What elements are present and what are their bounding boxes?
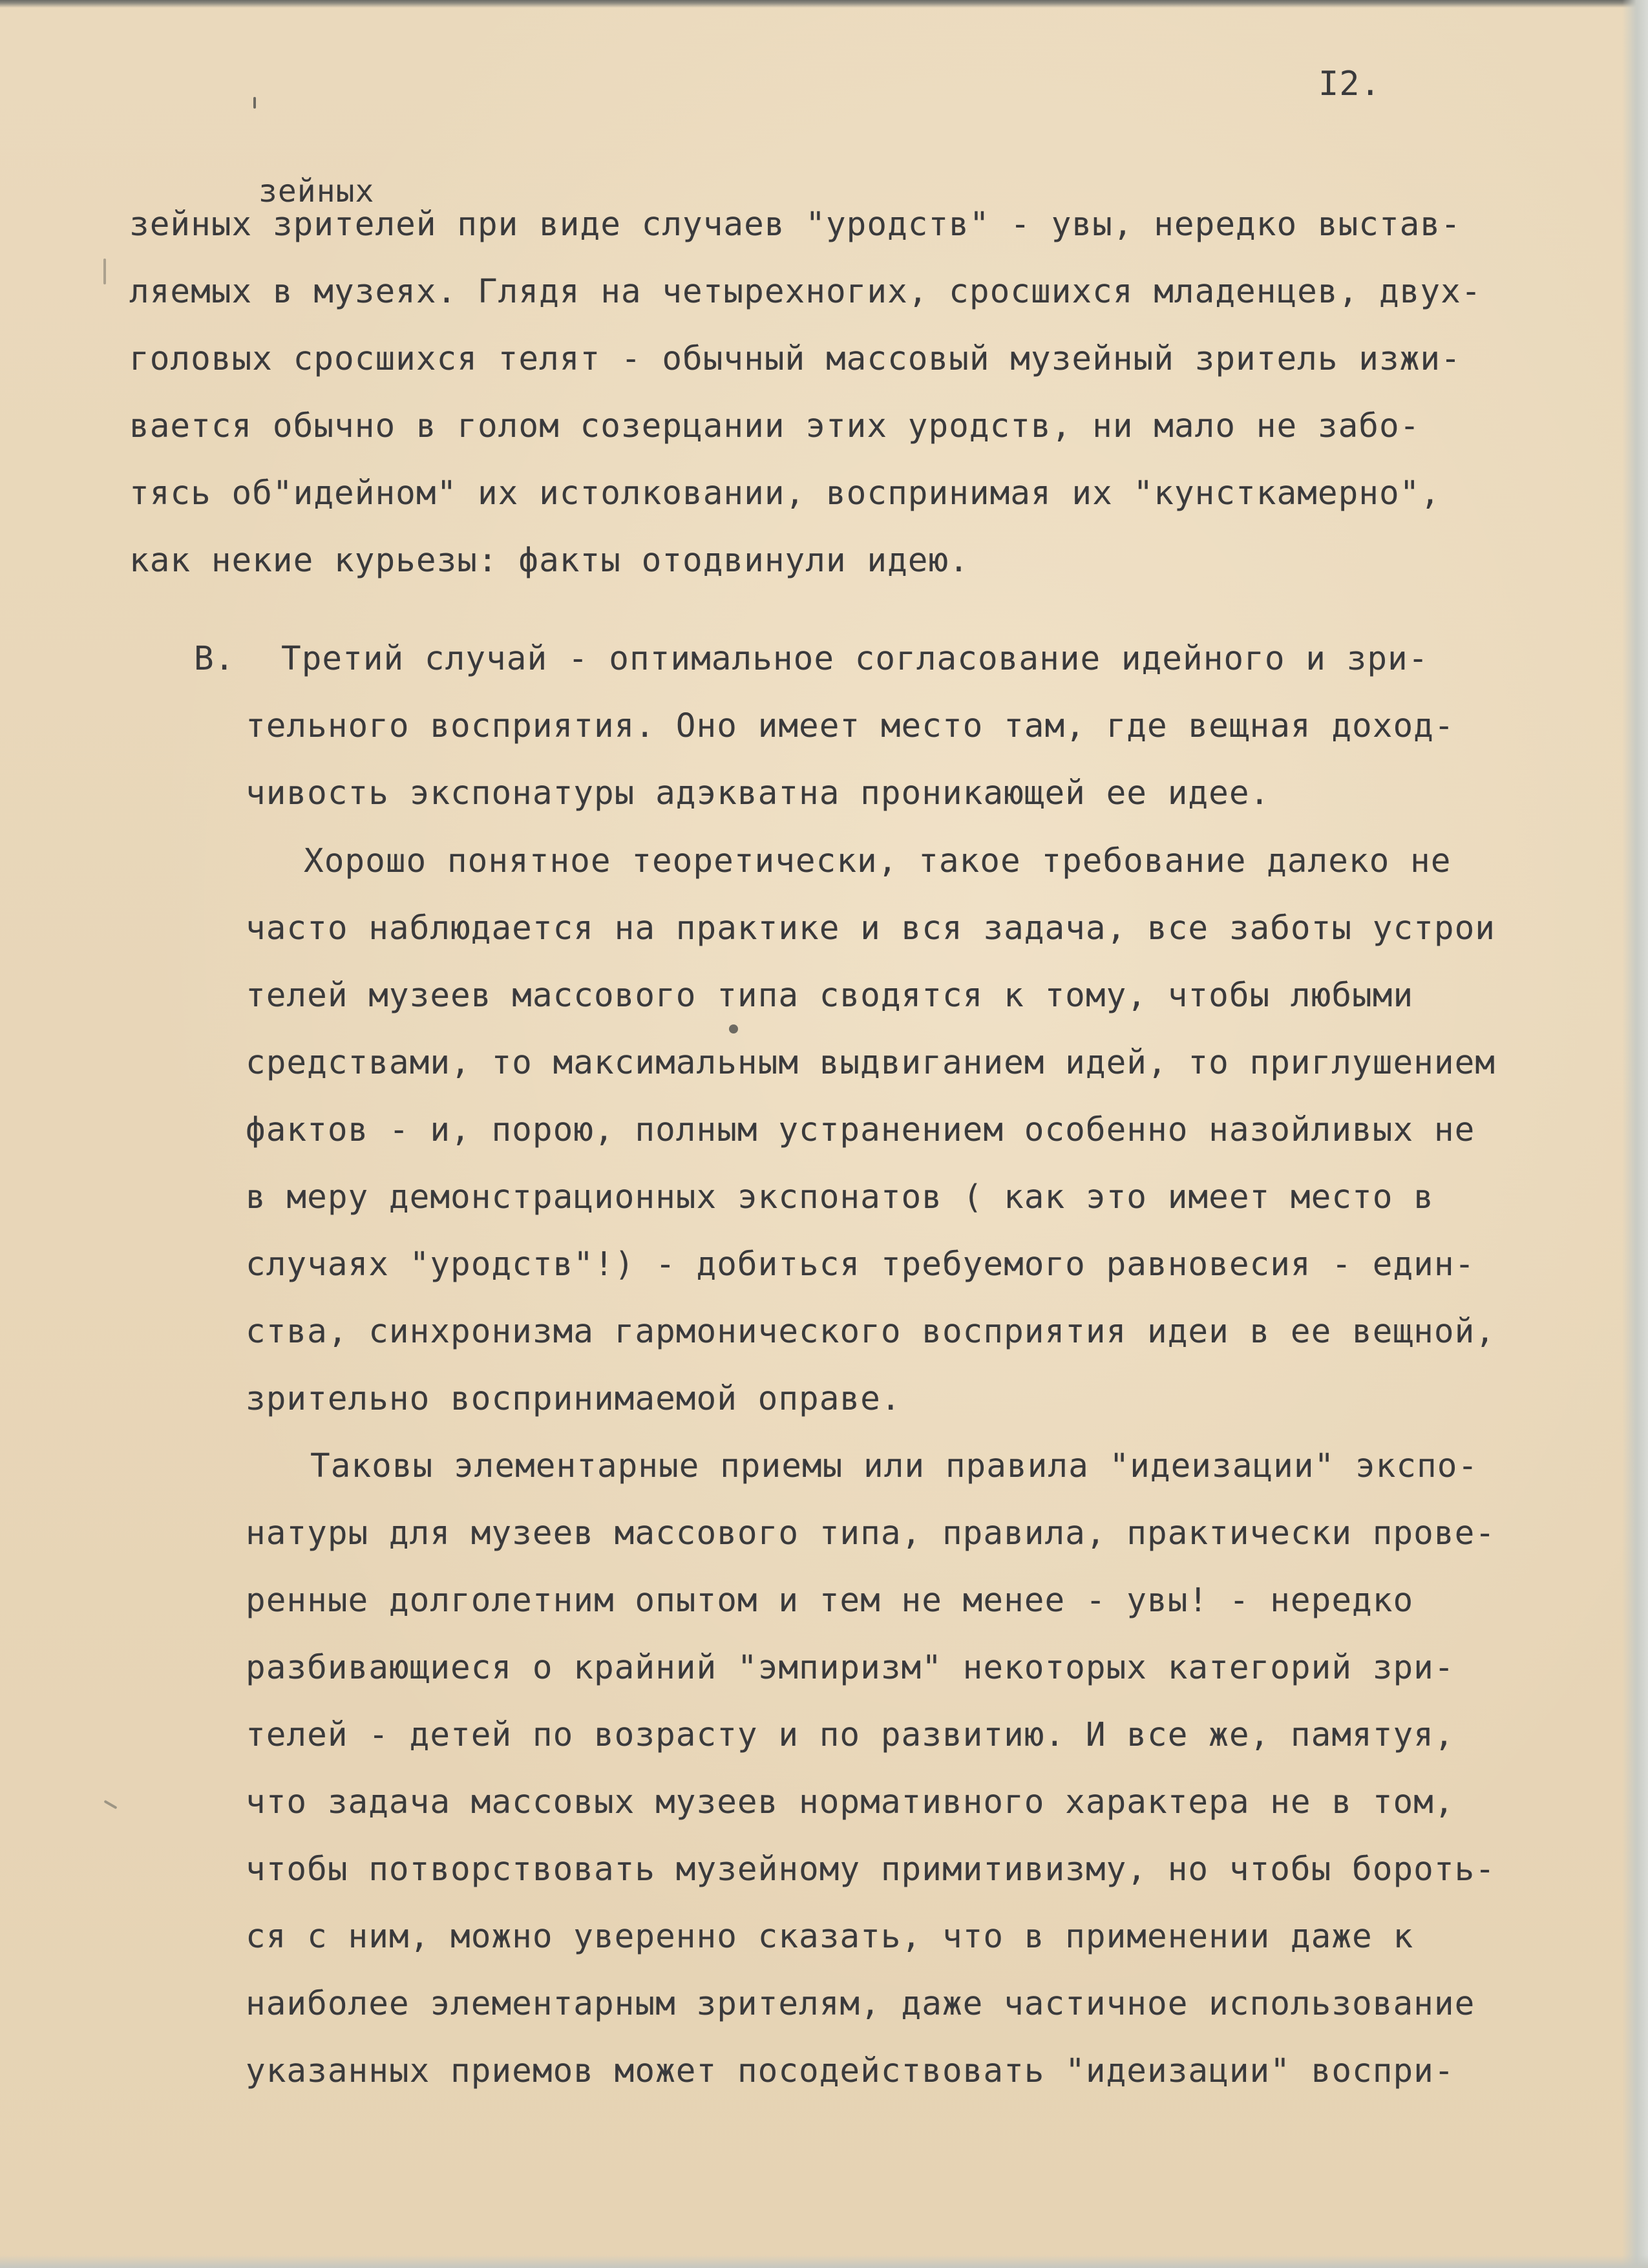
ink-mark xyxy=(253,97,256,109)
page-bottom-edge xyxy=(0,2255,1648,2268)
text-line: ренные долголетним опытом и тем не менее - увы! - нередко xyxy=(246,1582,1414,1620)
text-line: Хорошо понятное теоретически, такое требование далеко не xyxy=(304,842,1452,880)
text-line: ся с ним, можно уверенно сказать, что в применении даже к xyxy=(246,1918,1414,1956)
text-line: тясь об"идейном" их истолковании, воспринимая их "кунсткамерно", xyxy=(129,474,1441,513)
text-line: вается обычно в голом созерцании этих уродств, ни мало не забо- xyxy=(129,407,1421,445)
text-line: ства, синхронизма гармонического восприятия идеи в ее вещной, xyxy=(246,1313,1495,1351)
text-line: как некие курьезы: факты отодвинули идею. xyxy=(129,542,969,580)
page-number: I2. xyxy=(1318,65,1381,103)
page-top-edge xyxy=(0,0,1648,8)
text-line: что задача массовых музеев нормативного характера не в том, xyxy=(246,1783,1455,1821)
text-line: чтобы потворствовать музейному примитивизму, но чтобы бороть- xyxy=(246,1850,1495,1889)
text-line: средствами, то максимальным выдвиганием идей, то приглушением xyxy=(246,1044,1495,1082)
text-line: зейных зрителей при виде случаев "уродств" - увы, нередко выстав- xyxy=(129,206,1461,244)
text-line: ляемых в музеях. Глядя на четырехногих, сросшихся младенцев, двух- xyxy=(129,273,1482,311)
ink-speck xyxy=(729,1024,738,1033)
inserted-correction-word: зейных xyxy=(259,173,375,209)
text-line: телей музеев массового типа сводятся к тому, чтобы любыми xyxy=(246,977,1414,1015)
text-line: фактов - и, порою, полным устранением особенно назойливых не xyxy=(246,1111,1475,1149)
text-line: часто наблюдается на практике и вся задача, все заботы устрои xyxy=(246,909,1495,948)
text-line: указанных приемов может посодействовать "идеизации" воспри- xyxy=(246,2052,1455,2090)
text-line: телей - детей по возрасту и по развитию. И все же, памятуя, xyxy=(246,1716,1455,1754)
text-line: чивость экспонатуры адэкватна проникающей ее идее. xyxy=(246,774,1271,812)
ink-mark xyxy=(103,259,106,284)
text-line: Третий случай - оптимальное согласование идейного и зри- xyxy=(281,640,1429,678)
ink-mark xyxy=(103,1800,117,1809)
text-line: зрительно воспринимаемой оправе. xyxy=(246,1380,902,1418)
text-line: головых сросшихся телят - обычный массовый музейный зритель изжи- xyxy=(129,340,1461,378)
text-line: натуры для музеев массового типа, правила, практически прове- xyxy=(246,1514,1495,1553)
text-line: в меру демонстрационных экспонатов ( как это имеет место в xyxy=(246,1178,1434,1216)
text-line: тельного восприятия. Оно имеет место там, где вещная доход- xyxy=(246,707,1455,745)
text-line: случаях "уродств"!) - добиться требуемого равновесия - един- xyxy=(246,1245,1475,1284)
page-right-edge xyxy=(1622,0,1648,2268)
text-line: Таковы элементарные приемы или правила "идеизации" экспо- xyxy=(310,1447,1479,1485)
text-line: наиболее элементарным зрителям, даже частичное использование xyxy=(246,1985,1475,2023)
item-marker: В. xyxy=(194,640,235,678)
text-line: разбивающиеся о крайний "эмпиризм" некоторых категорий зри- xyxy=(246,1649,1455,1687)
